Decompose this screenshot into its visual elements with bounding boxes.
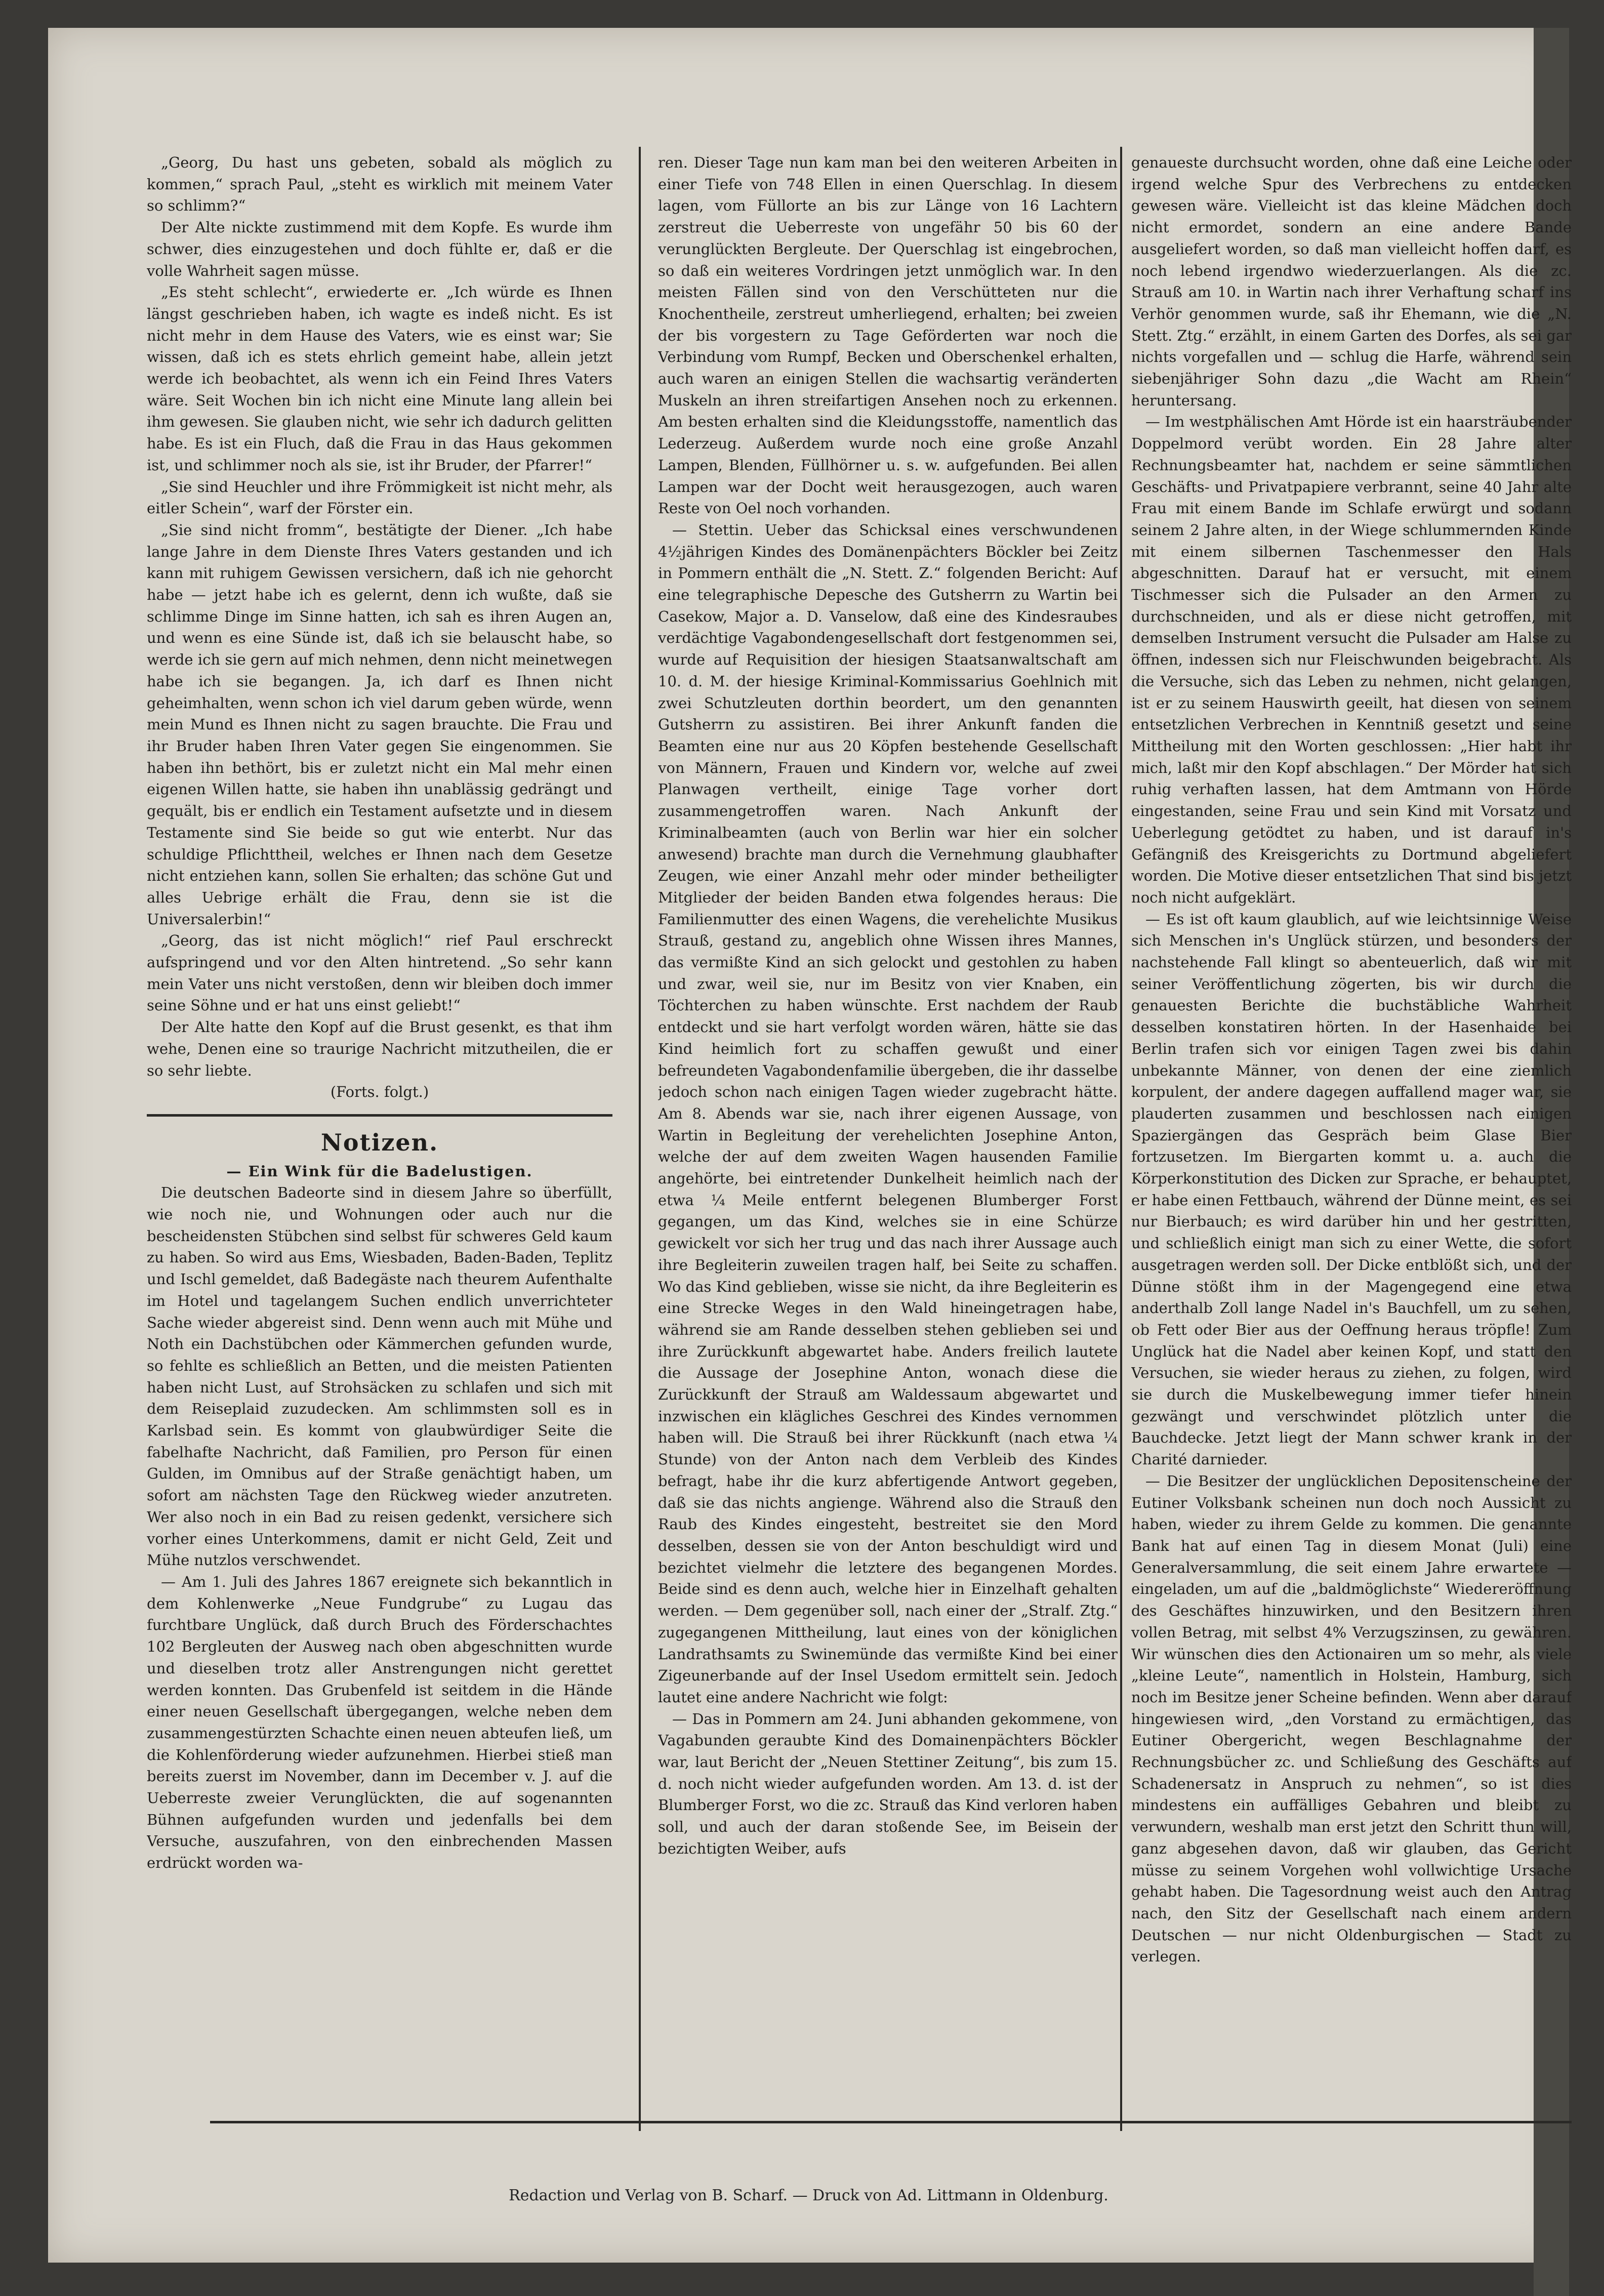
column-2 <box>658 152 1118 2136</box>
section-heading: Notizen. <box>320 1128 439 1156</box>
article-paragraph: — Im westphälischen Amt Hörde ist ein haarsträubender Doppelmord verübt worden. Ein 28 Jahre alter Rechnungsbeamter hat, nachdem er seine sämmtlichen Geschäfts- und Privatpapiere verbrannt, seine 40 Jahr alte Frau mit einem Bande im Schlafe erwürgt und sodann seinem 2 Jahre alten, in der Wiege schlummernden Kinde mit einem silbernen Taschenmesser den Hals abgeschnitten. Darauf hat er versucht, mit einem Tischmesser sich die Pulsader an den Armen zu durchschneiden, und als er diese nicht getroffen, mit demselben Instrument versucht die Pulsader am Halse zu öffnen, indessen sich nur Fleischwunden beigebracht. Als die Versuche, sich das Leben zu nehmen, nicht gelangen, ist er zu seinem Hauswirth geeilt, hat diesen von seinem entsetzlichen Verbrechen in Kenntniß gesetzt und seine Mittheilung mit den Worten geschlossen: „Hier habt ihr mich, laßt mir den Kopf abschlagen.“ Der Mörder hat sich ruhig verhaften lassen, hat dem Amtmann von Hörde eingestanden, seine Frau und sein Kind mit Vorsatz und Ueberlegung getödtet zu haben, und ist darauf in's Gefängniß des Kreisgerichts zu Dortmund abgeliefert worden. Die Motive dieser entsetzlichen That sind bis jetzt noch nicht aufgeklärt. <box>1131 413 1572 906</box>
story-paragraph: „Sie sind Heuchler und ihre Frömmigkeit ist nicht mehr, als eitler Schein“, warf der Förster ein. <box>147 478 612 517</box>
article-title: — Ein Wink für die Badelustigen. <box>226 1162 533 1180</box>
article-paragraph: Die deutschen Badeorte sind in diesem Jahre so überfüllt, wie noch nie, und Wohnungen oder auch nur die bescheidensten Stübchen sind selbst für schweres Geld kaum zu haben. So wird aus Ems, Wiesbaden, Baden-Baden, Teplitz und Ischl gemeldet, daß Badegäste nach theurem Aufenthalte im Hotel und tagelangem Suchen endlich unverrichteter Sache wieder abgereist sind. Denn wenn auch mit Mühe und Noth ein Dachstübchen oder Kämmerchen gefunden wurde, so fehlte es schließlich an Betten, und die meisten Patienten haben nicht Lust, auf Strohsäcken zu schlafen und sich mit dem Reiseplaid zuzudecken. Am schlimmsten soll es in Karlsbad sein. Es kommt von glaubwürdiger Seite die fabelhafte Nachricht, daß Familien, pro Person für einen Gulden, im Omnibus auf der Straße genächtigt haben, um sofort am nächsten Tage den Rückweg wieder anzutreten. Wer also noch in ein Bad zu reisen gedenkt, versichere sich vorher eines Unterkommens, damit er nicht Geld, Zeit und Mühe nutzlos verschwendet. <box>147 1184 612 1569</box>
column-rule-right <box>1120 147 1122 2131</box>
story-paragraph: „Es steht schlecht“, erwiederte er. „Ich würde es Ihnen längst geschrieben haben, ich wagte es indeß nicht. Es ist nicht mehr in dem Hause des Vaters, wie es einst war; Sie wissen, daß ich es stets ehrlich gemeint habe, allein jetzt werde ich beobachtet, als wenn ich ein Feind Ihres Vaters wäre. Seit Wochen bin ich nicht eine Minute lang allein bei ihm gewesen. Sie glauben nicht, wie sehr ich dadurch gelitten habe. Es ist ein Fluch, daß die Frau in das Haus gekommen ist, und schlimmer noch als sie, ist ihr Bruder, der Pfarrer!“ <box>147 283 612 474</box>
article-paragraph: — Stettin. Ueber das Schicksal eines verschwundenen 4½jährigen Kindes des Domänenpächters Böckler bei Zeitz in Pommern enthält die „N. Stett. Z.“ folgenden Bericht: Auf eine telegraphische Depesche des Gutsherrn zu Wartin bei Casekow, Major a. D. Vanselow, daß eine des Kindesraubes verdächtige Vagabondengesellschaft dort festgenommen sei, wurde auf Requisition der hiesigen Staatsanwaltschaft am 10. d. M. der hiesige Kriminal-Kommissarius Goehlnich mit zwei Schutzleuten dorthin beordert, um den genannten Gutsherrn zu assistiren. Bei ihrer Ankunft fanden die Beamten eine nur aus 20 Köpfen bestehende Gesellschaft von Männern, Frauen und Kindern vor, welche auf zwei Planwagen vertheilt, einige Tage vorher dort zusammengetroffen waren. Nach Ankunft der Kriminalbeamten (auch von Berlin war hier ein solcher anwesend) brachte man durch die Vernehmung glaubhafter Zeugen, wie einer Anzahl mehr oder minder betheiligter Mitglieder der beiden Banden etwa folgendes heraus: Die Familienmutter des einen Wagens, die verehelichte Musikus Strauß, gestand zu, angeblich ohne Wissen ihres Mannes, das vermißte Kind an sich gelockt und gestohlen zu haben und zwar, weil sie, nur im Besitz von vier Knaben, ein Töchterchen zu haben wünschte. Erst nachdem der Raub entdeckt und sie hart verfolgt worden wären, hätte sie das Kind heimlich fort zu schaffen gewußt und einer befreundeten Vagabondenfamilie übergeben, die ihr dasselbe jedoch schon nach einigen Tagen wieder zugebracht hätte. Am 8. Abends war sie, nach ihrer eigenen Aussage, von Wartin in Begleitung der verehelichten Josephine Anton, welche der auf dem zweiten Wagen hausenden Familie angehörte, bei eintretender Dunkelheit heimlich nach der etwa ¼ Meile entfernt belegenen Blumberger Forst gegangen, um das Kind, welches sie in eine Schürze gewickelt vor sich her trug und das nach ihrer Aussage auch ihre Begleiterin zuweilen tragen half, bei Seite zu schaffen. Wo das Kind geblieben, wisse sie nicht, da ihre Begleiterin es eine Strecke Weges in den Wald hineingetragen habe, während sie am Rande desselben stehen geblieben sei und ihre Zurückkunft abgewartet habe. Anders freilich lautete die Aussage der Josephine Anton, wonach diese die Zurückkunft der Strauß am Waldessaum abgewartet und inzwischen ein klägliches Geschrei des Kindes vernommen haben will. Die Strauß bei ihrer Rückkunft (nach etwa ¼ Stunde) von der Anton nach dem Verbleib des Kindes befragt, habe ihr die kurz abfertigende Antwort gegeben, daß sie das nichts angienge. Während also die Strauß den Raub des Kindes eingesteht, bestreitet sie den Mord desselben, dessen sie von der Anton beschuldigt wird und bezichtet vielmehr die letztere des begangenen Mordes. Beide sind es denn auch, welche hier in Einzelhaft gehalten werden. — Dem gegenüber soll, nach einer der „Stralf. Ztg.“ zugegangenen Mittheilung, laut eines von der königlichen Landrathsamts zu Swinemünde das vermißte Kind bei einer Zigeunerbande auf der Insel Usedom ermittelt sein. Jedoch lautet eine andere Nachricht wie folgt: <box>658 521 1118 1706</box>
imprint-footer: Redaction und Verlag von B. Scharf. — Druck von Ad. Littmann in Oldenburg. <box>509 2187 1108 2204</box>
article-paragraph: — Es ist oft kaum glaublich, auf wie leichtsinnige Weise sich Menschen in's Unglück stürzen, und besonders der nachstehende Fall klingt so abenteuerlich, daß wir mit seiner Veröffentlichung zögerten, bis wir durch die genauesten Berichte die buchstäbliche Wahrheit desselben konstatiren hörten. In der Hasenhaide bei Berlin trafen sich vor einigen Tagen zwei bis dahin unbekannte Männer, von denen der eine ziemlich korpulent, der andere dagegen auffallend mager war, sie plauderten zusammen und beschlossen nach einigen Spaziergängen das Gespräch beim Glase Bier fortzusetzen. Im Biergarten kommt u. a. auch die Körperkonstitution des Dicken zur Sprache, er behauptet, er habe einen Fettbauch, während der Dünne meint, es sei nur Bierbauch; es wird darüber hin und her gestritten, und schließlich einigt man sich zu einer Wette, die sofort ausgetragen werden soll. Der Dicke entblößt sich, und der Dünne stößt ihm in der Magengegend eine etwa anderthalb Zoll lange Nadel in's Bauchfell, um zu sehen, ob Fett oder Bier aus der Oeffnung heraus tröpfle! Zum Unglück hat die Nadel aber keinen Kopf, und statt den Versuchen, sie wieder heraus zu ziehen, zu folgen, wird sie durch die Muskelbewegung immer tiefer hinein gezwängt und verschwindet plötzlich unter die Bauchdecke. Jetzt liegt der Mann schwer krank in der Charité darnieder. <box>1131 910 1572 1468</box>
column-3 <box>1131 152 1572 2136</box>
story-paragraph: Der Alte nickte zustimmend mit dem Kopfe. Es wurde ihm schwer, dies einzugestehen und doch fühlte er, daß er die volle Wahrheit sagen müsse. <box>147 219 612 279</box>
story-paragraph: „Georg, Du hast uns gebeten, sobald als möglich zu kommen,“ sprach Paul, „steht es wirklich mit meinem Vater so schlimm?“ <box>147 154 612 215</box>
article-paragraph: genaueste durchsucht worden, ohne daß eine Leiche oder irgend welche Spur des Verbrechens zu entdecken gewesen wäre. Vielleicht ist das kleine Mädchen doch nicht ermordet, sondern an eine andere Bande ausgeliefert worden, so daß man vielleicht hoffen darf, es noch lebend irgendwo wiederzuerlangen. Als die zc. Strauß am 10. in Wartin nach ihrer Verhaftung scharf ins Verhör genommen wurde, saß ihr Ehemann, wie die „N. Stett. Ztg.“ erzählt, in einem Garten des Dorfes, als sei gar nichts vorgefallen und — schlug die Harfe, während sein siebenjähriger Sohn dazu „die Wacht am Rhein“ heruntersang. <box>1131 154 1572 409</box>
column-rule-left <box>639 147 641 2131</box>
story-paragraph: Der Alte hatte den Kopf auf die Brust gesenkt, es that ihm wehe, Denen eine so traurige Nachricht mitzutheilen, die er so sehr liebte. <box>147 1018 612 1079</box>
story-paragraph: „Sie sind nicht fromm“, bestätigte der Diener. „Ich habe lange Jahre in dem Dienste Ihres Vaters gestanden und ich kann mit ruhigem Gewissen versichern, daß ich nie gehorcht habe — jetzt habe ich es gelernt, denn ich wußte, daß sie schlimme Dinge im Sinne hatten, ich sah es ihren Augen an, und wenn es eine Sünde ist, daß ich sie belauscht habe, so werde ich sie gern auf mich nehmen, denn nicht meinetwegen habe ich sie begangen. Ja, ich darf es Ihnen nicht geheimhalten, wenn schon ich viel darum geben würde, wenn mein Mund es Ihnen nicht zu sagen brauchte. Die Frau und ihr Bruder haben Ihren Vater gegen Sie eingenommen. Sie haben ihn bethört, bis er zuletzt nicht ein Mal mehr einen eigenen Willen hatte, sie haben ihn unablässig gedrängt und gequält, bis er endlich ein Testament aufsetzte und in diesem Testamente sind Sie beide so gut wie enterbt. Nur das schuldige Pflichttheil, welches er Ihnen nach dem Gesetze nicht entziehen kann, sollen Sie erhalten; das schöne Gut und alles Uebrige erhält die Frau, denn sie ist die Universalerbin!“ <box>147 521 612 928</box>
section-rule <box>147 1114 612 1117</box>
article-paragraph: — Das in Pommern am 24. Juni abhanden gekommene, von Vagabunden geraubte Kind des Domainenpächters Böckler war, laut Bericht der „Neuen Stettiner Zeitung“, bis zum 15. d. noch nicht wieder aufgefunden worden. Am 13. d. ist der Blumberger Forst, wo die zc. Strauß das Kind verloren haben soll, und auch der daran stoßende See, im Beisein der bezichtigten Weiber, aufs <box>658 1710 1118 1857</box>
column-1 <box>147 152 612 2136</box>
continued-note: (Forts. folgt.) <box>330 1083 429 1101</box>
article-paragraph: ren. Dieser Tage nun kam man bei den weiteren Arbeiten in einer Tiefe von 748 Ellen in einen Querschlag. In diesem lagen, vom Füllorte an bis zur Länge von 16 Lachtern zerstreut die Ueberreste von ungefähr 50 bis 60 der verunglückten Bergleute. Der Querschlag ist eingebrochen, so daß ein weiteres Vordringen jetzt unmöglich war. In den meisten Fällen sind von den Verschütteten nur die Knochentheile, zerstreut umherliegend, erhalten; bei zweien der bis vorgestern zu Tage Geförderten war noch die Verbindung vom Rumpf, Becken und Oberschenkel erhalten, auch waren an einigen Stellen die wachsartig veränderten Muskeln an ihren streifartigen Ansehen noch zu erkennen. Am besten erhalten sind die Kleidungsstoffe, namentlich das Lederzeug. Außerdem wurde noch eine große Anzahl Lampen, Blenden, Füllhörner u. s. w. aufgefunden. Bei allen Lampen war der Docht weit herausgezogen, auch waren Reste von Oel noch vorhanden. <box>658 154 1118 517</box>
article-paragraph: — Am 1. Juli des Jahres 1867 ereignete sich bekanntlich in dem Kohlenwerke „Neue Fundgrube“ zu Lugau das furchtbare Unglück, daß durch Bruch des Förderschachtes 102 Bergleuten der Ausweg nach oben abgeschnitten wurde und dieselben trotz aller Anstrengungen nicht gerettet werden konnten. Das Grubenfeld ist seitdem in die Hände einer neuen Gesellschaft übergegangen, welche neben dem zusammengestürzten Schachte einen neuen abteufen ließ, um die Kohlenförderung wieder aufzunehmen. Hierbei stieß man bereits zuerst im November, dann im December v. J. auf die Ueberreste zweier Verunglückten, die auf sogenannten Bühnen aufgefunden wurden und jedenfalls bei dem Versuche, auszufahren, von den einbrechenden Massen erdrückt worden wa- <box>147 1573 612 1872</box>
story-paragraph: „Georg, das ist nicht möglich!“ rief Paul erschreckt aufspringend und vor den Alten hintretend. „So sehr kann mein Vater uns nicht verstoßen, denn wir bleiben doch immer seine Söhne und er hat uns einst geliebt!“ <box>147 932 612 1014</box>
article-paragraph: — Die Besitzer der unglücklichen Depositenscheine der Eutiner Volksbank scheinen nun doch noch Aussicht zu haben, wieder zu ihrem Gelde zu kommen. Die genannte Bank hat auf einen Tag in diesem Monat (Juli) eine Generalversammlung, die seit einem Jahre erwartete — eingeladen, um auf die „baldmöglichste“ Wiedereröffnung des Geschäftes hinzuwirken, und den Besitzern ihren vollen Betrag, mit selbst 4% Verzugszinsen, zu gewähren. Wir wünschen dies den Actionairen um so mehr, als viele „kleine Leute“, namentlich in Holstein, Hamburg, sich noch im Besitze jener Scheine befinden. Wenn aber darauf hingewiesen wird, „den Vorstand zu ermächtigen, das Eutiner Obergericht, wegen Beschlagnahme der Rechnungsbücher zc. und Schließung des Geschäfts auf Schadenersatz in Anspruch zu nehmen“, so ist dies mindestens ein auffälliges Gebahren und bleibt zu verwundern, weshalb man erst jetzt den Schritt thun will, ganz abgesehen davon, daß wir glauben, das Gericht müsse zu seinem Vorgehen wohl vollwichtige Ursache gehabt haben. Die Tagesordnung weist auch den Antrag nach, den Sitz der Gesellschaft nach einem andern Deutschen — nur nicht Oldenburgischen — Stadt zu verlegen. <box>1131 1472 1572 1965</box>
